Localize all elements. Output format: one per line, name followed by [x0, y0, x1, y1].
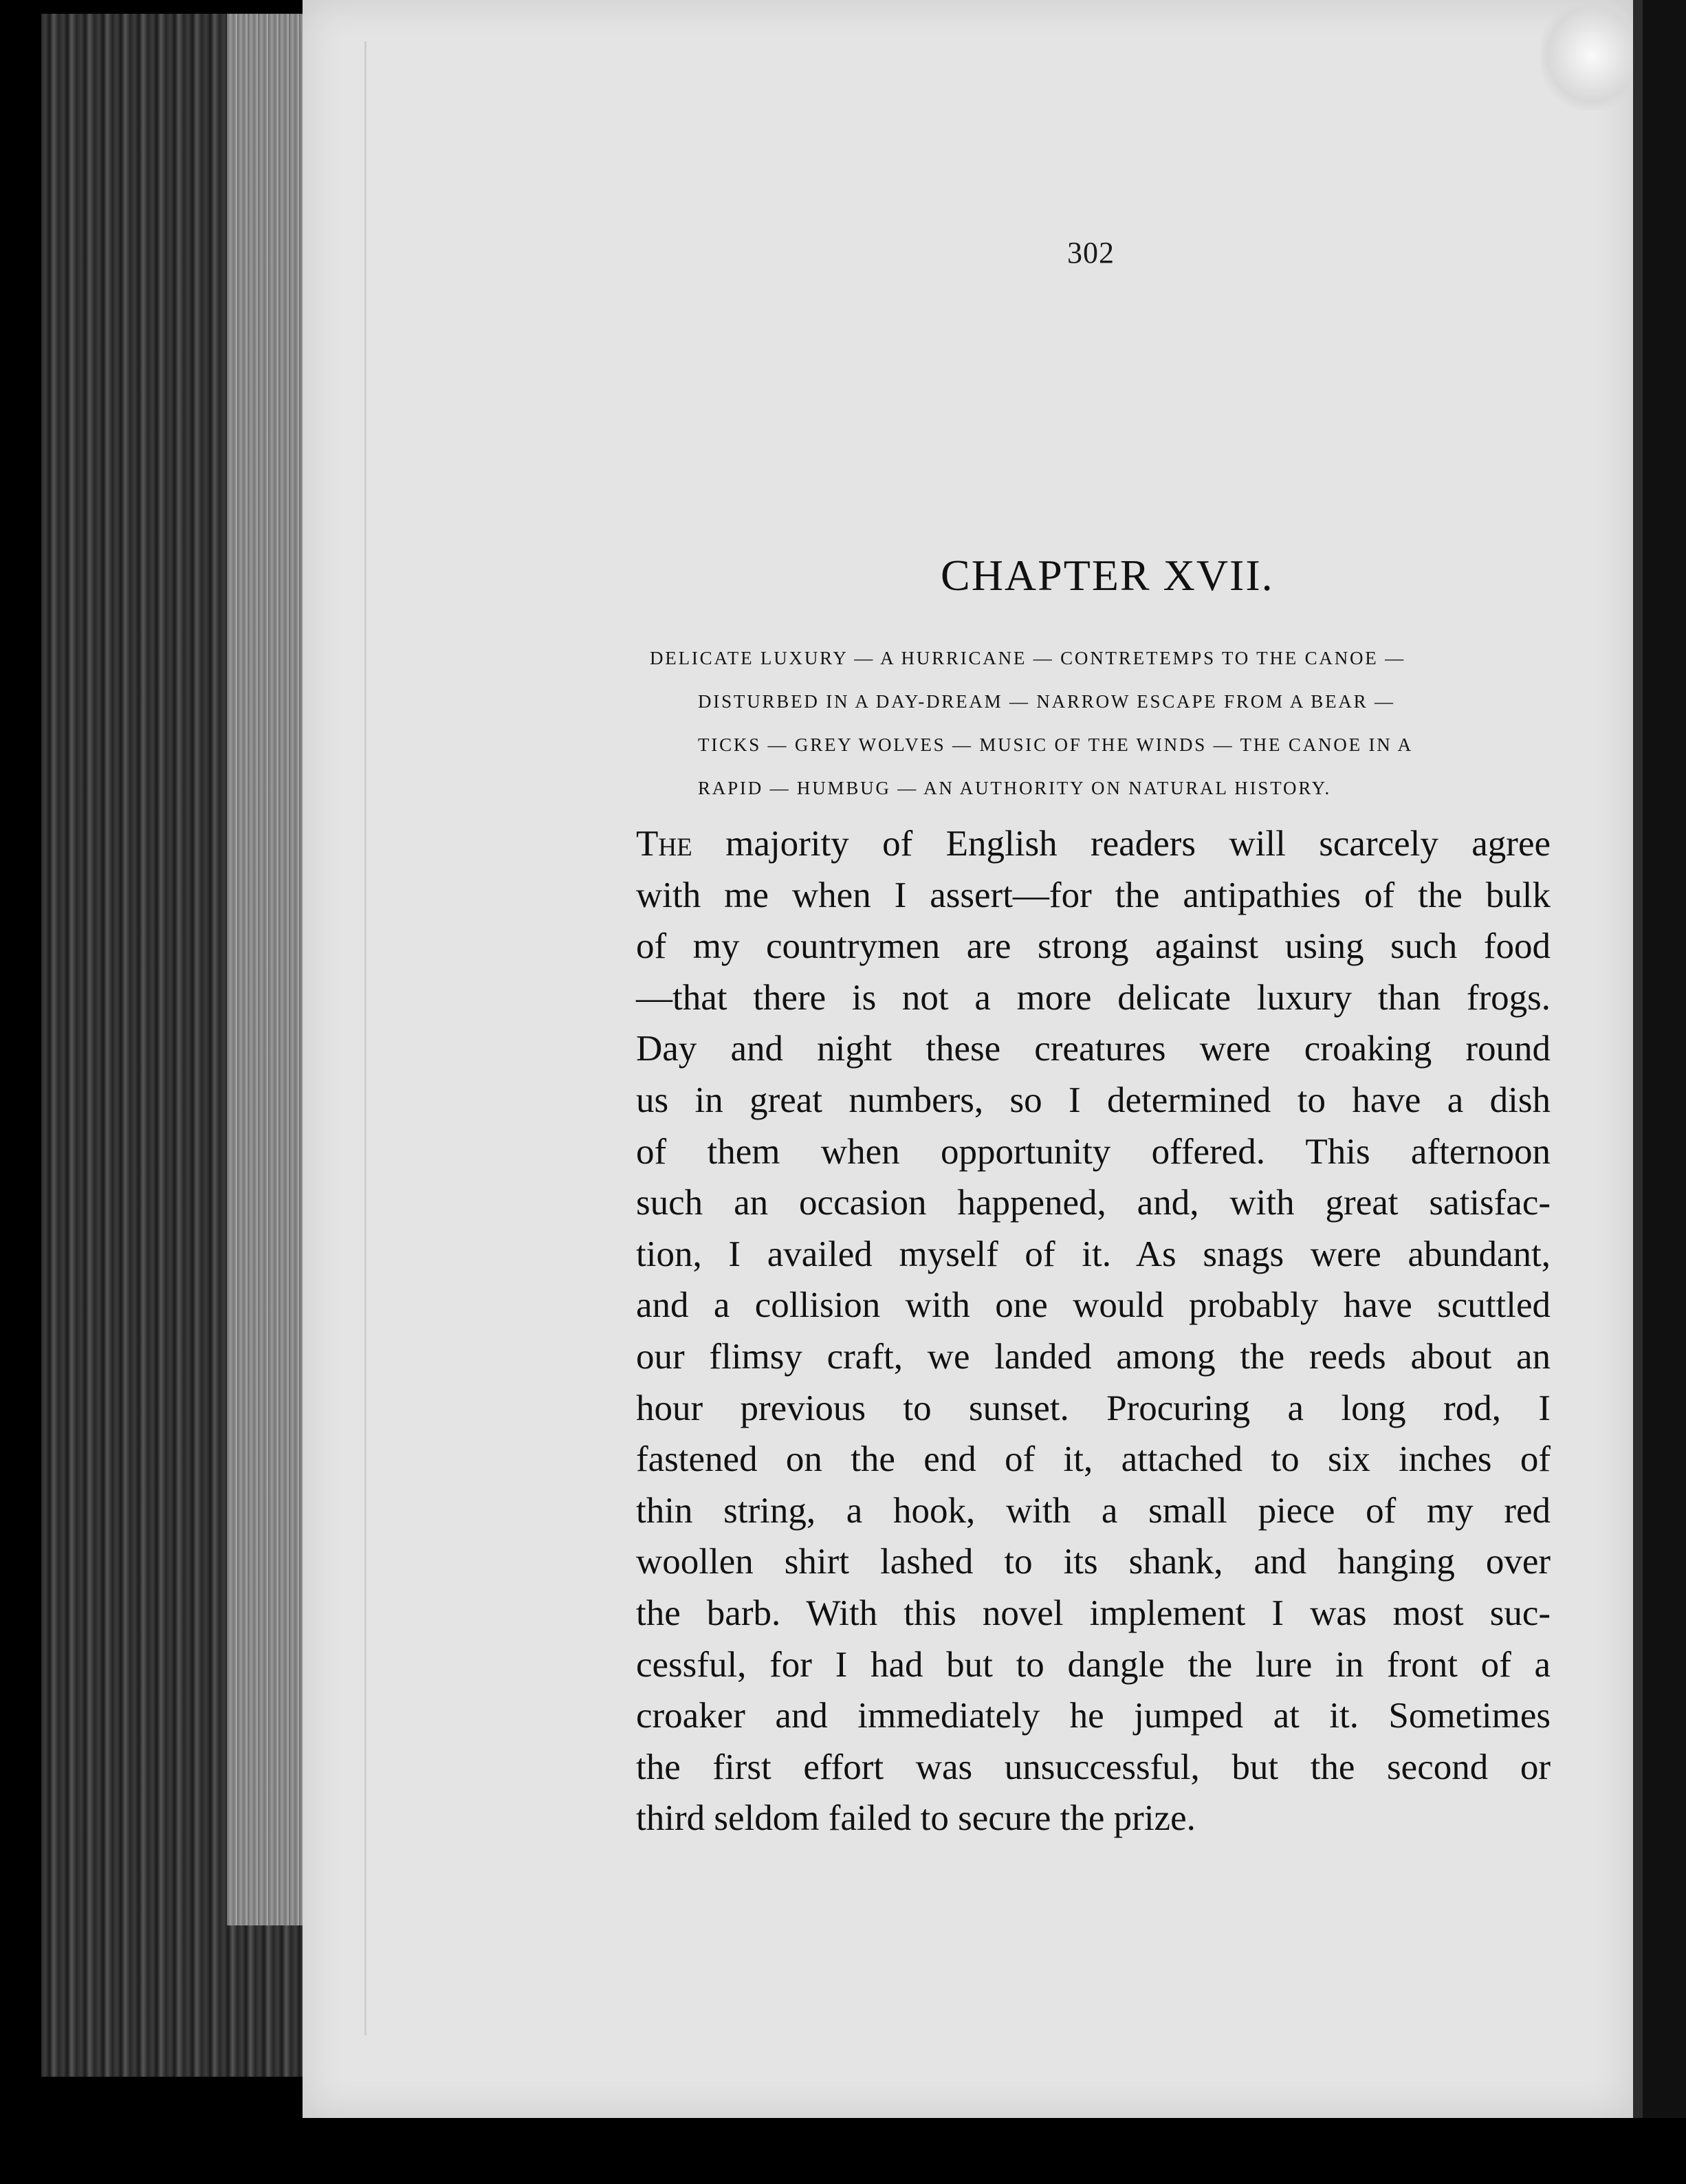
body-line: of them when opportunity offered. This afternoon [636, 1131, 1551, 1172]
body-line: —that there is not a more delicate luxury than frogs. [636, 977, 1551, 1018]
body-line: cessful, for I had but to dangle the lure in front of a [636, 1644, 1551, 1685]
body-line: hour previous to sunset. Procuring a long rod, I [636, 1388, 1551, 1428]
scan-bottom-band [0, 2118, 1686, 2184]
chapter-synopsis [650, 637, 1551, 810]
body-line: us in great numbers, so I determined to have a dish [636, 1080, 1551, 1120]
synopsis-line: DISTURBED IN A DAY-DREAM — NARROW ESCAPE FROM A BEAR — [698, 691, 1395, 712]
body-line: croaker and immediately he jumped at it. Sometimes [636, 1696, 1551, 1736]
page-gutter-line [364, 41, 366, 2035]
body-line: Day and night these creatures were croaking round [636, 1029, 1551, 1069]
paper-stain [1540, 0, 1643, 110]
body-line: woollen shirt lashed to its shank, and hanging over [636, 1542, 1551, 1582]
synopsis-line: DELICATE LUXURY — A HURRICANE — CONTRETEMPS TO THE CANOE — [650, 648, 1405, 668]
facing-page-edge [1633, 0, 1686, 2184]
chapter-body [636, 818, 1551, 1844]
body-line: the barb. With this novel implement I was most suc- [636, 1593, 1551, 1633]
body-line-first [636, 818, 1551, 870]
body-line: with me when I assert—for the antipathies of the bulk [636, 875, 1551, 915]
body-line: our flimsy craft, we landed among the reeds about an [636, 1336, 1551, 1377]
body-line: tion, I availed myself of it. As snags were abundant, [636, 1234, 1551, 1274]
facing-page-edge-line [1633, 0, 1643, 2132]
body-line: thin string, a hook, with a small piece of my red [636, 1490, 1551, 1531]
body-line: such an occasion happened, and, with great satisfac- [636, 1183, 1551, 1223]
body-line: of my countrymen are strong against using such food [636, 926, 1551, 967]
drop-word: The [636, 824, 692, 864]
body-line: and a collision with one would probably have scuttled [636, 1285, 1551, 1326]
synopsis-line: TICKS — GREY WOLVES — MUSIC OF THE WINDS — THE CANOE IN A [698, 734, 1413, 755]
body-line: fastened on the end of it, attached to six inches of [636, 1439, 1551, 1480]
chapter-title: CHAPTER XVII. [941, 551, 1274, 600]
synopsis-line: RAPID — HUMBUG — AN AUTHORITY ON NATURAL HISTORY. [698, 778, 1332, 798]
body-line: third seldom failed to secure the prize. [636, 1798, 1196, 1839]
body-line: majority of English readers will scarcely agree [692, 824, 1551, 864]
page-number: 302 [1067, 236, 1115, 270]
body-line: the first effort was unsuccessful, but the second or [636, 1747, 1551, 1787]
